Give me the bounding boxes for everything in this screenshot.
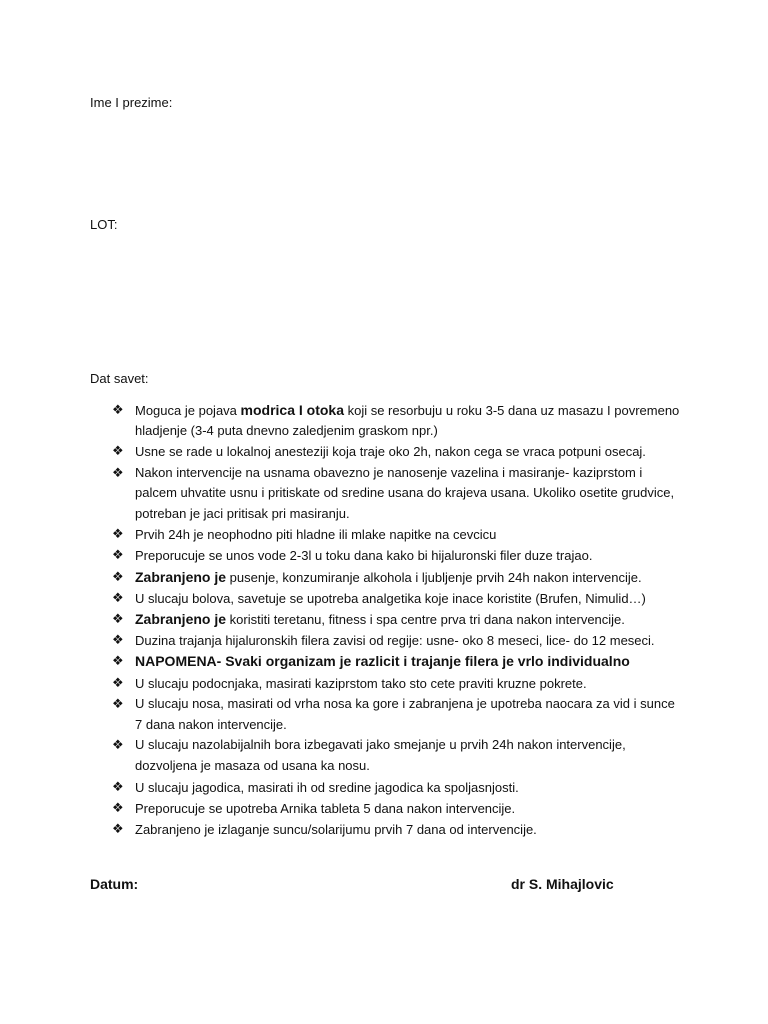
diamond-bullet-icon: ❖ [112, 589, 124, 605]
diamond-bullet-icon: ❖ [112, 821, 124, 837]
advice-item-emphasis: Zabranjeno je [135, 568, 227, 585]
advice-item-text: Prvih 24h je neophodno piti hladne ili mlake napitke na cevcicu [135, 527, 497, 543]
advice-item [112, 651, 682, 672]
advice-item-text: Zabranjeno je izlaganje suncu/solarijumu prvih 7 dana od intervencije. [135, 822, 537, 838]
advice-heading: Dat savet: [90, 371, 149, 386]
advice-item-text: U slucaju nazolabijalnih bora izbegavati jako smejanje u prvih 24h nakon intervencije, dozvoljena je masaza od usana ka nosu. [135, 737, 626, 774]
date-label: Datum: [90, 876, 139, 892]
advice-item [112, 819, 682, 840]
diamond-bullet-icon: ❖ [112, 443, 124, 459]
advice-item-text-cont: koristiti teretanu, fitness i spa centre prva tri dana nakon intervencije. [226, 612, 625, 628]
advice-item-text: U slucaju nosa, masirati od vrha nosa ka gore i zabranjena je upotreba naocara za vid i sunce 7 dana nakon intervencije. [135, 695, 675, 733]
advice-item-text: U slucaju bolova, savetuje se upotreba analgetika koje inace koristite (Brufen, Nimulid…) [135, 590, 646, 606]
diamond-bullet-icon: ❖ [112, 611, 124, 627]
diamond-bullet-icon: ❖ [112, 632, 124, 648]
advice-item [112, 630, 682, 651]
advice-item [112, 441, 682, 462]
advice-item [112, 588, 682, 609]
advice-item-text: Usne se rade u lokalnoj anesteziji koja traje oko 2h, nakon cega se vraca potpuni osecaj. [135, 444, 646, 460]
advice-item-text: Preporucuje se upotreba Arnika tableta 5 dana nakon intervencije. [135, 800, 516, 816]
advice-item [112, 463, 682, 525]
diamond-bullet-icon: ❖ [112, 737, 124, 753]
diamond-bullet-icon: ❖ [112, 778, 124, 794]
advice-item-text: Preporucuje se unos vode 2-3l u toku dana kako bi hijaluronski filer duze trajao. [135, 548, 593, 564]
diamond-bullet-icon: ❖ [112, 695, 124, 711]
advice-item-text-cont: pusenje, konzumiranje alkohola i ljubljenje prvih 24h nakon intervencije. [226, 569, 642, 585]
diamond-bullet-icon: ❖ [112, 526, 124, 542]
diamond-bullet-icon: ❖ [112, 568, 124, 584]
advice-item-text: Duzina trajanja hijaluronskih filera zavisi od regije: usne- oko 8 meseci, lice- do 12 meseci. [135, 633, 655, 649]
advice-item [112, 735, 682, 776]
advice-item [112, 609, 682, 630]
advice-item-text-cont: koji se resorbuju u roku 3-5 dana uz masazu I povremeno hladjenje (3-4 puta dnevno zaledjenim graskom npr.) [135, 403, 680, 439]
advice-item [112, 798, 682, 819]
diamond-bullet-icon: ❖ [112, 799, 124, 815]
advice-item-emphasis: NAPOMENA- Svaki organizam je razlicit i trajanje filera je vrlo individualno [135, 653, 630, 670]
advice-item-text: U slucaju jagodica, masirati ih od sredine jagodica ka spoljasnjosti. [135, 779, 519, 795]
advice-item [112, 545, 682, 566]
advice-item-emphasis: modrica I otoka [240, 402, 344, 418]
advice-item-text: Moguca je pojava [135, 403, 241, 418]
advice-item-text: U slucaju podocnjaka, masirati kaziprstom tako sto cete praviti kruzne pokrete. [135, 675, 587, 691]
doctor-signature-name: dr S. Mihajlovic [511, 876, 614, 892]
advice-item [112, 777, 682, 798]
diamond-bullet-icon: ❖ [112, 464, 124, 480]
advice-item-text: Nakon intervencije na usnama obavezno je nanosenje vazelina i masiranje- kaziprstom i palcem uhvatite usnu i pritiskate od sredine usana do krajeva usana. Ukoliko osetite grudvice, potreban je jaci pritisak pri masiranju. [135, 464, 675, 522]
advice-list [112, 400, 682, 840]
advice-item [112, 673, 682, 694]
diamond-bullet-icon: ❖ [112, 653, 124, 669]
advice-item [112, 694, 682, 735]
advice-item [112, 567, 682, 588]
lot-field-label: LOT: [90, 217, 118, 232]
diamond-bullet-icon: ❖ [112, 547, 124, 563]
diamond-bullet-icon: ❖ [112, 402, 124, 417]
advice-item [112, 524, 682, 545]
advice-item-emphasis: Zabranjeno je [135, 611, 227, 628]
name-field-label: Ime I prezime: [90, 95, 173, 110]
advice-item [112, 400, 682, 441]
diamond-bullet-icon: ❖ [112, 674, 124, 690]
